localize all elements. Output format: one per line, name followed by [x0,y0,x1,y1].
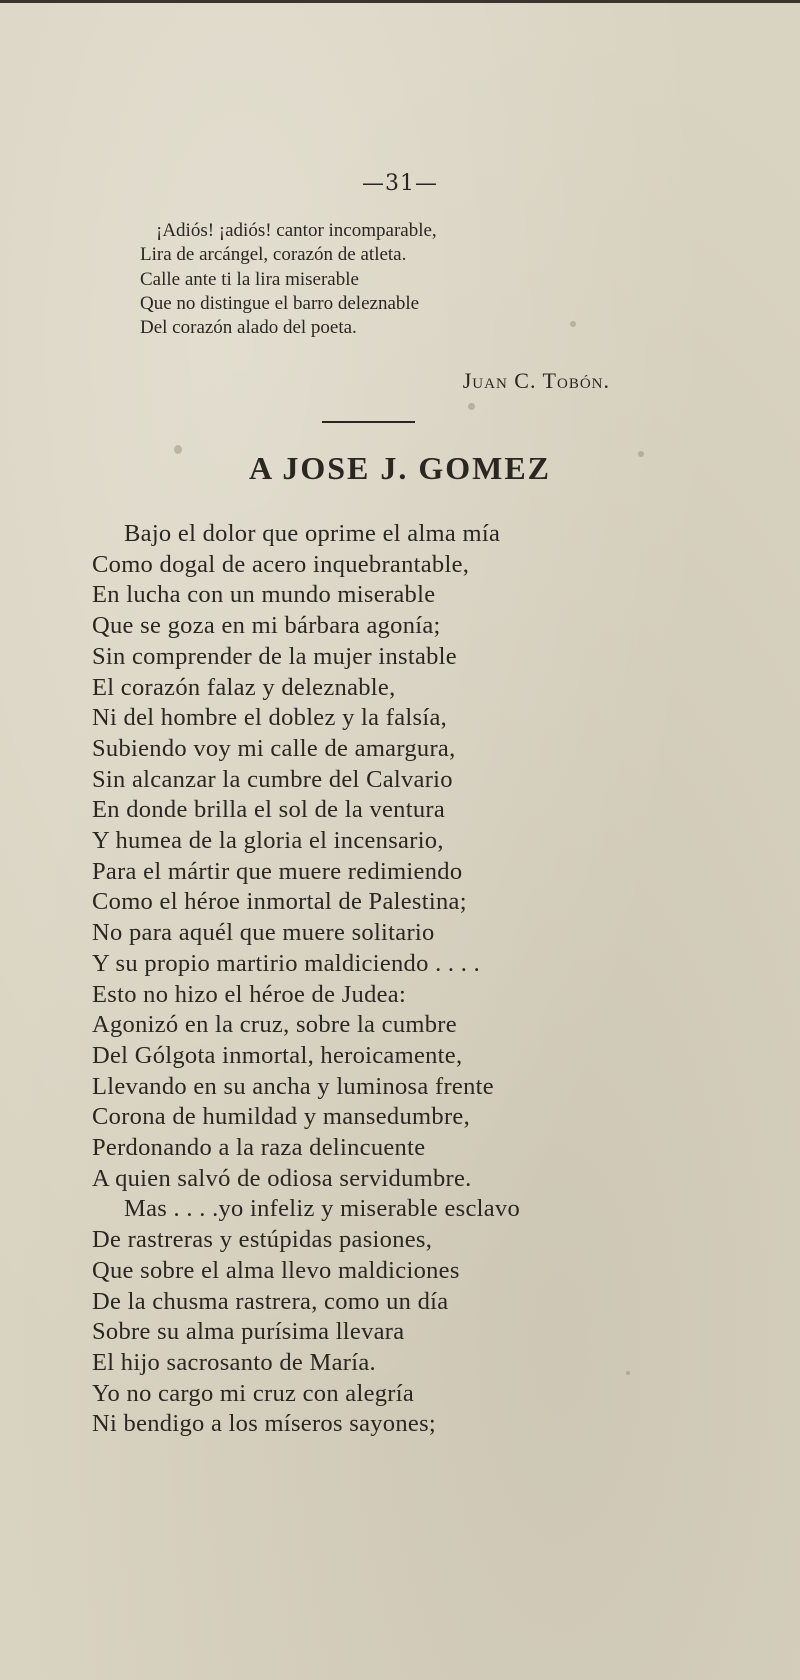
stanza-line: Calle ante ti la lira miserable [140,268,359,290]
paper-speck [468,403,475,410]
poem-line: Del Gólgota inmortal, heroicamente, [92,1041,463,1069]
poem-line: En lucha con un mundo miserable [92,581,436,609]
poem-line: A quien salvó de odiosa servidumbre. [92,1164,472,1192]
poem-line: De la chusma rastrera, como un día [92,1287,449,1315]
poem-line: Agonizó en la cruz, sobre la cumbre [92,1011,457,1039]
page-number: —31— [362,171,438,196]
poem-line: Que sobre el alma llevo maldiciones [92,1256,460,1284]
stanza-line: Que no distingue el barro deleznable [140,292,420,314]
poem-line: Subiendo voy mi calle de amargura, [92,734,456,762]
poem-line: Ni bendigo a los míseros sayones; [92,1410,437,1438]
poem-line: Corona de humildad y mansedumbre, [92,1103,470,1131]
section-divider [322,421,415,423]
poem-line: Sin comprender de la mujer instable [92,642,457,670]
poem-line: Esto no hizo el héroe de Judea: [92,980,407,1008]
poem-line: De rastreras y estúpidas pasiones, [92,1226,433,1254]
poem-line: Y su propio martirio maldiciendo . . . . [92,949,481,977]
author-signature: Juan C. Tobón. [462,368,610,393]
poem-line: Ni del hombre el doblez y la falsía, [92,704,448,732]
poem-line: Sin alcanzar la cumbre del Calvario [92,765,453,793]
poem-line: Para el mártir que muere redimiendo [92,857,463,885]
paper-speck [638,451,644,457]
poem-line: Como dogal de acero inquebrantable, [92,550,470,578]
poem-line: Y humea de la gloria el incensario, [92,827,444,855]
poem-line: El corazón falaz y deleznable, [92,673,396,701]
poem-line: Como el héroe inmortal de Palestina; [92,888,467,916]
paper-speck [174,445,182,454]
stanza-line: Del corazón alado del poeta. [140,317,357,339]
poem-line: Llevando en su ancha y luminosa frente [92,1072,494,1100]
paper-speck [570,321,576,327]
poem-title: A JOSE J. GOMEZ [248,450,552,486]
paper-speck [626,1371,630,1375]
poem-line: En donde brilla el sol de la ventura [92,796,446,824]
stanza-line: ¡Adiós! ¡adiós! cantor incomparable, [156,220,437,241]
poem-line: Yo no cargo mi cruz con alegría [92,1379,415,1407]
poem-line: Perdonando a la raza delincuente [92,1134,426,1162]
poem-line: El hijo sacrosanto de María. [92,1348,376,1376]
poem-line: Que se goza en mi bárbara agonía; [92,612,441,640]
poem-line: No para aquél que muere solitario [92,919,435,947]
poem-line: Sobre su alma purísima llevara [92,1318,405,1346]
poem-line: Bajo el dolor que oprime el alma mía [124,520,501,547]
closing-stanza [140,219,437,340]
stanza-line: Lira de arcángel, corazón de atleta. [140,244,407,266]
poem-line: Mas . . . .yo infeliz y miserable esclavo [124,1195,521,1223]
poem-body [92,519,520,1440]
